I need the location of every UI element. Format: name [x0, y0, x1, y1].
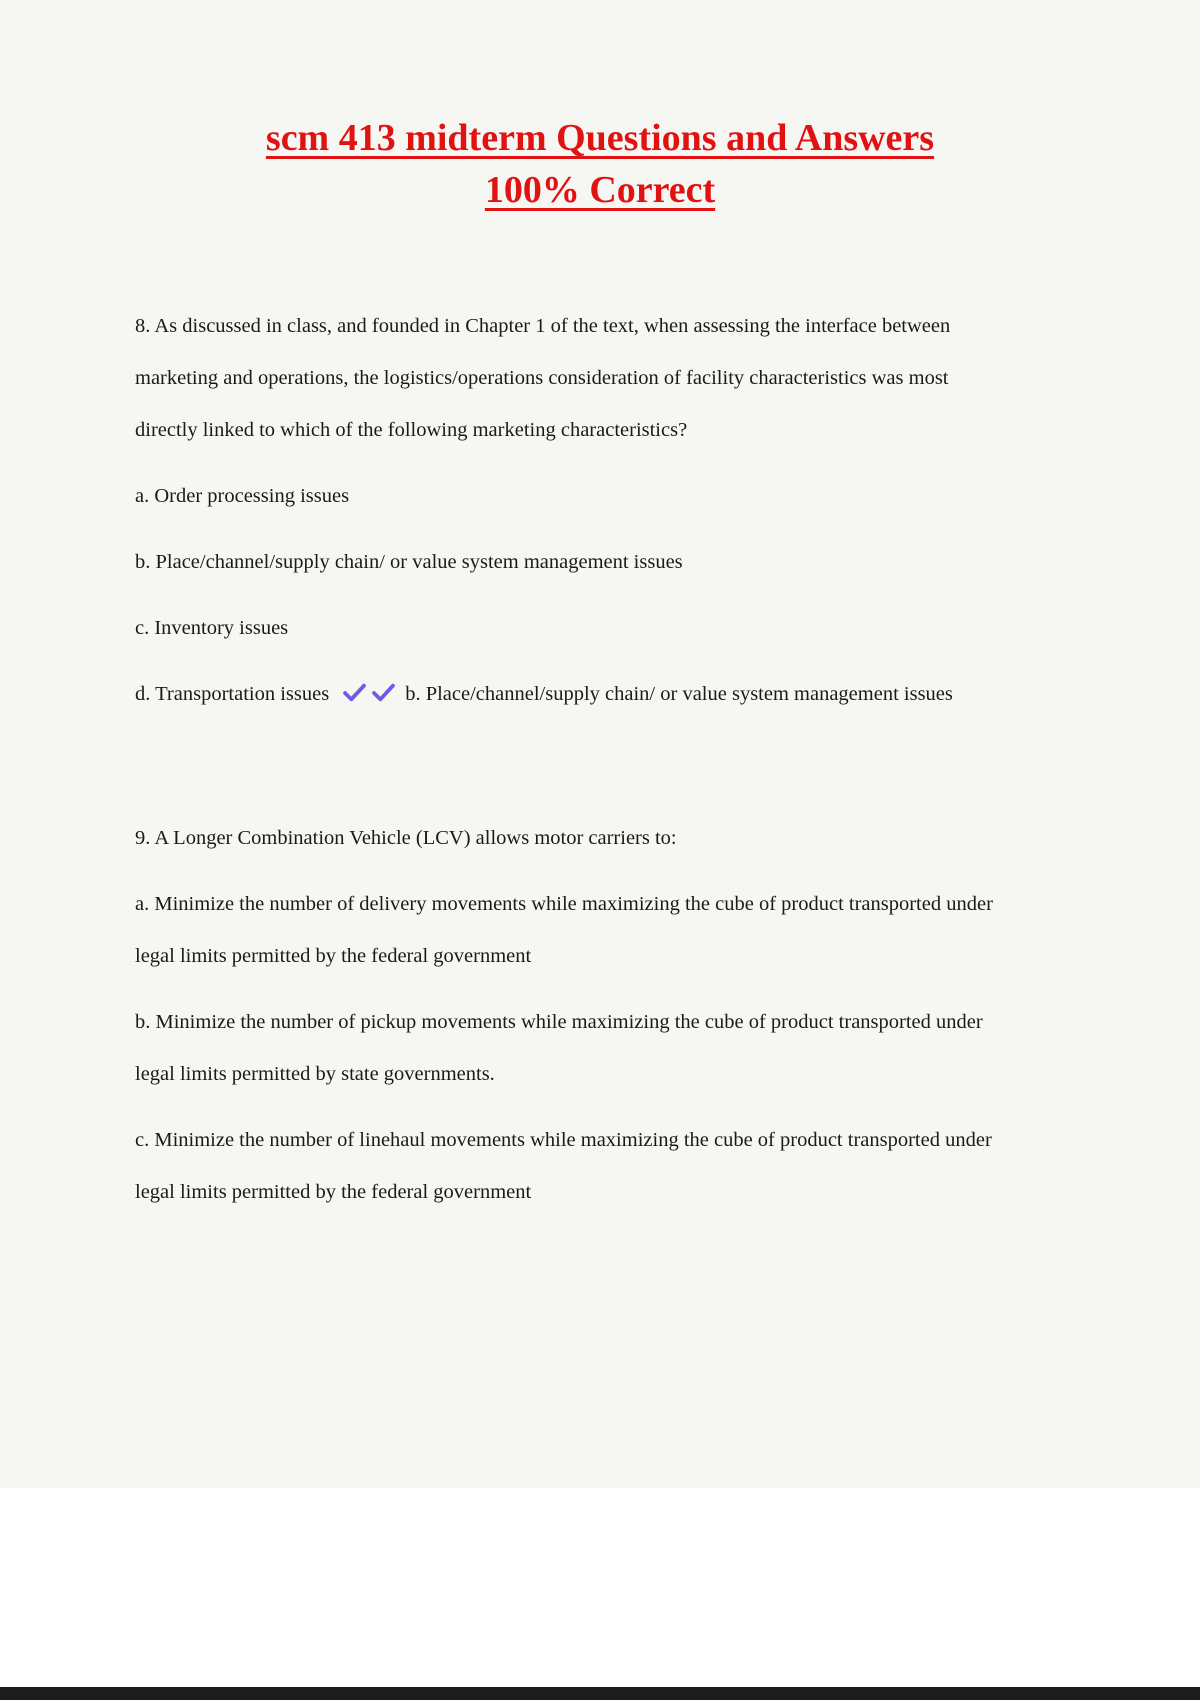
question-8-option-c: c. Inventory issues — [135, 617, 289, 639]
question-8-option-a: a. Order processing issues — [135, 485, 350, 507]
document-title — [0, 112, 1200, 216]
check-icon — [370, 682, 397, 703]
question-8-text: 8. As discussed in class, and founded in Chapter 1 of the text, when assessing the interface between marketing and operations, the logistics/operations consideration of facility characteristics was most directly linked to which of the following marketing characteristics? — [135, 315, 951, 441]
question-9-option-a: a. Minimize the number of delivery movements while maximizing the cube of product transported under legal limits permitted by the federal government — [135, 893, 993, 967]
question-8-correct-answer: b. Place/channel/supply chain/ or value system management issues — [405, 683, 953, 705]
question-8-option-b: b. Place/channel/supply chain/ or value system management issues — [135, 551, 683, 573]
question-8-option-d — [135, 668, 1005, 720]
bottom-bar — [0, 1687, 1200, 1700]
question-9-text: 9. A Longer Combination Vehicle (LCV) allows motor carriers to: — [135, 827, 677, 849]
question-9-option-c: c. Minimize the number of linehaul movements while maximizing the cube of product transported under legal limits permitted by the federal government — [135, 1129, 992, 1203]
correct-answer-marks — [341, 668, 399, 720]
title-line-1: scm 413 midterm Questions and Answers — [265, 117, 935, 159]
page-bottom-whitespace — [0, 1488, 1200, 1687]
check-icon — [341, 682, 368, 703]
title-line-2: 100% Correct — [484, 169, 716, 211]
question-9-option-b: b. Minimize the number of pickup movements while maximizing the cube of product transported under legal limits permitted by state governments. — [135, 1011, 983, 1085]
document-content — [0, 300, 1020, 1218]
question-8-option-d-label: d. Transportation issues — [135, 683, 330, 705]
